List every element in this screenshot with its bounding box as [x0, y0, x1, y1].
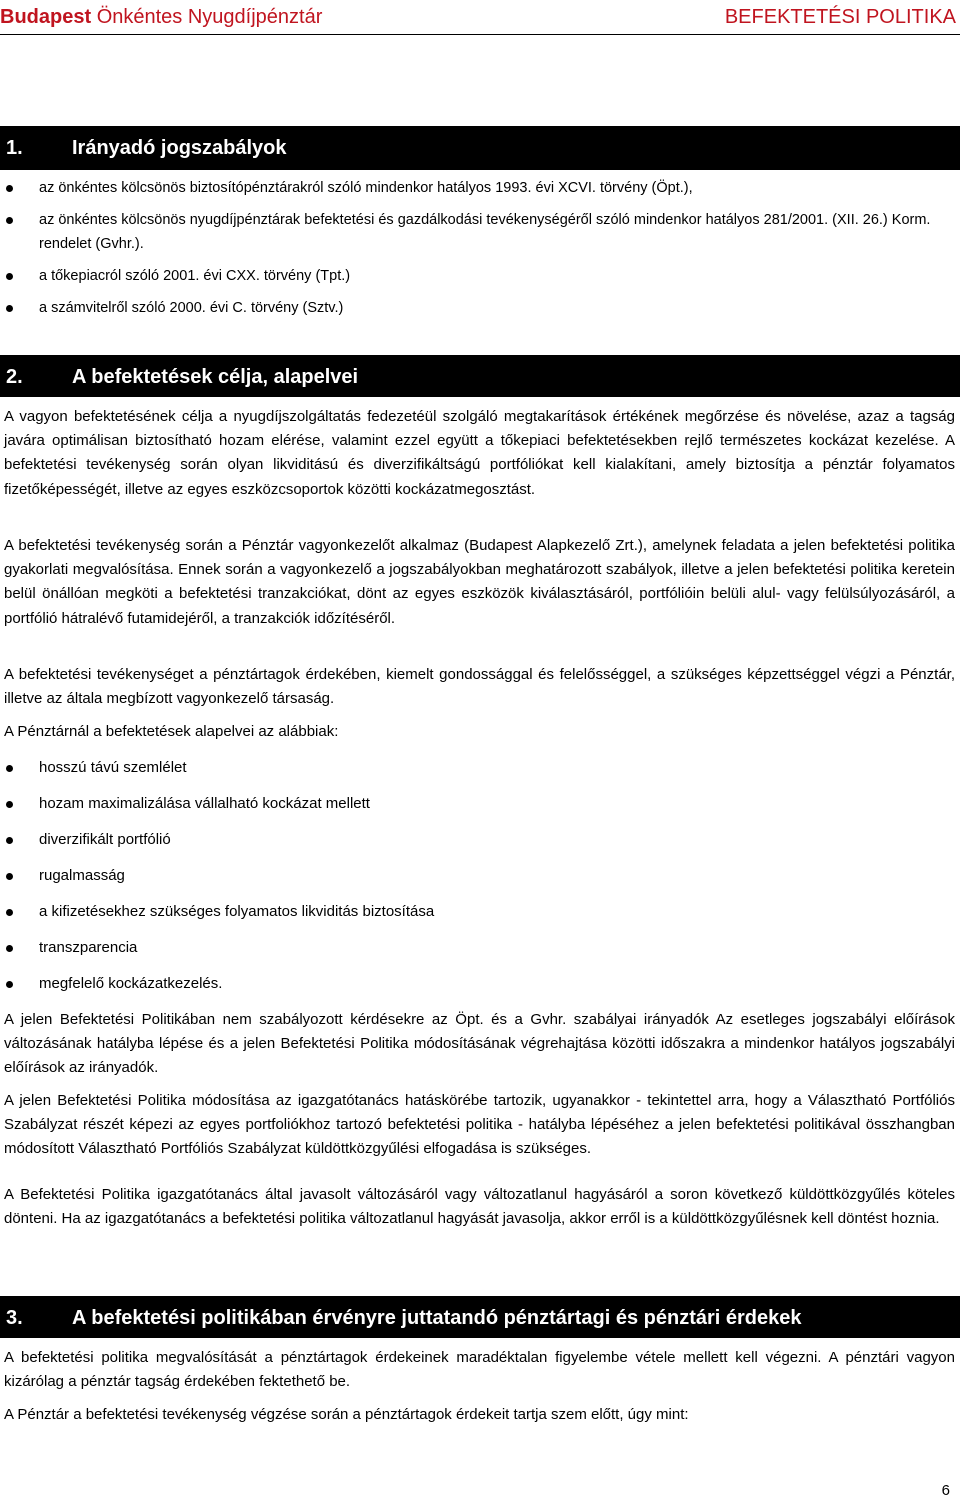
section-1-heading — [0, 126, 960, 170]
page-number: 6 — [941, 1482, 950, 1499]
header-brand: Budapest — [0, 6, 92, 28]
list-item — [0, 296, 960, 320]
list-item — [0, 900, 960, 936]
list-item-text: az önkéntes kölcsönös nyugdíjpénztárak befektetési és gazdálkodási tevékenységéről szóló mindenkor hatályos 281/2001. (XII. 26.) Korm. rendelet (Gvhr.). — [39, 212, 931, 252]
header-document-title: BEFEKTETÉSI POLITIKA — [724, 6, 956, 28]
list-item-text: a kifizetésekhez szükséges folyamatos likviditás biztosítása — [39, 903, 435, 920]
list-item — [0, 176, 960, 200]
list-item-text: az önkéntes kölcsönös biztosítópénztárakról szóló mindenkor hatályos 1993. évi XCVI. törvény (Öpt.), — [39, 180, 693, 196]
section-1-number: 1. — [6, 137, 23, 159]
bullet-icon — [6, 981, 13, 988]
bullet-icon — [6, 273, 13, 280]
bullet-icon — [6, 765, 13, 772]
list-item — [0, 756, 960, 792]
section-3-heading — [0, 1296, 960, 1338]
bullet-icon — [6, 801, 13, 808]
list-item — [0, 264, 960, 288]
list-item-text: megfelelő kockázatkezelés. — [39, 975, 223, 992]
header-fund-name — [0, 6, 322, 29]
list-item — [0, 936, 960, 972]
list-item-text: hozam maximalizálása vállalható kockázat mellett — [39, 795, 370, 812]
list-item-text: hosszú távú szemlélet — [39, 759, 187, 776]
section-2-title: A befektetések célja, alapelvei — [72, 366, 359, 388]
paragraph: A befektetési politika megvalósítását a pénztártagok érdekeinek maradéktalan figyelembe vétele mellett kell végezni. A pénztári vagyon kizárólag a pénztár tagság érdekében fektethető be. — [4, 1349, 955, 1391]
list-item-text: rugalmasság — [39, 867, 125, 884]
paragraph: A Befektetési Politika igazgatótanács által javasolt változásáról vagy változatlanul hagyásáról a soron következő küldöttközgyűlés köteles dönteni. Ha az igazgatótanács a befektetési politika változatlanul hagyását javasolja, akkor erről is a küldöttközgyűlésnek kell döntést hoznia. — [4, 1186, 955, 1228]
section-3-number: 3. — [6, 1307, 23, 1329]
section-1-title: Irányadó jogszabályok — [72, 137, 287, 159]
list-item — [0, 792, 960, 828]
paragraph: A vagyon befektetésének célja a nyugdíjszolgáltatás fedezetéül szolgáló megtakarítások értékének megőrzése és növelése, azaz a tagság javára optimálisan biztosítható hozam elérése, valamint ezzel együtt a tőkepiaci befektetésekben rejlő természetes kockázat kezelése. A befektetési tevékenység során olyan likviditású és diverzifikáltságú portfóliókat kell kialakítani, amely biztosítja a pénztár folyamatos fizetőképességét, illetve az egyes eszközcsoportok közötti kockázatmegosztást. — [4, 408, 955, 498]
list-item-text: transzparencia — [39, 939, 138, 956]
principles-list — [0, 756, 960, 1008]
bullet-icon — [6, 873, 13, 880]
paragraph: A jelen Befektetési Politika módosítása az igazgatótanács hatáskörébe tartozik, ugyanakkor - tekintettel arra, hogy a Választható Portfóliós Szabályzat részét képezi az egyes portfoliókhoz tartozó befektetési politika - hatályba lépéséhez a jelen befektetési politikával összhangban módosított Választható Portfóliós Szabályzat küldöttközgyűlési elfogadása is szükséges. — [4, 1092, 955, 1158]
bullet-icon — [6, 909, 13, 916]
paragraph: A jelen Befektetési Politikában nem szabályozott kérdésekre az Öpt. és a Gvhr. szabályai irányadók Az esetleges jogszabályi előírások változásának hatályba lépése és a jelen Befektetési Politika módosításának végrehajtása közötti időszakra a mindenkor hatályos jogszabályi előírások az irányadók. — [4, 1011, 955, 1077]
list-item — [0, 208, 960, 256]
paragraph: A Pénztárnál a befektetések alapelvei az alábbiak: — [4, 723, 339, 740]
legislation-list — [0, 176, 960, 328]
bullet-icon — [6, 945, 13, 952]
bullet-icon — [6, 185, 13, 192]
bullet-icon — [6, 217, 13, 224]
paragraph: A befektetési tevékenységet a pénztártagok érdekében, kiemelt gondossággal és felelősséggel, a szükséges képzettséggel végzi a Pénztár, illetve az általa megbízott vagyonkezelő társaság. — [4, 666, 955, 708]
list-item — [0, 864, 960, 900]
paragraph: A Pénztár a befektetési tevékenység végzése során a pénztártagok érdekeit tartja szem előtt, úgy mint: — [4, 1406, 689, 1423]
bullet-icon — [6, 305, 13, 312]
section-2-number: 2. — [6, 366, 23, 388]
list-item — [0, 828, 960, 864]
paragraph: A befektetési tevékenység során a Pénztár vagyonkezelőt alkalmaz (Budapest Alapkezelő Zrt.), amelynek feladata a jelen befektetési politika gyakorlati megvalósítása. Ennek során a vagyonkezelő a jogszabályokban meghatározott szabályok, illetve a jelen befektetési politika keretein belül önállóan megköti a befektetési tranzakciókat, dönt az egyes eszközök kiválasztásáról, portfólióin belüli alul- vagy felülsúlyozásáról, a portfólió hátralévő futamidejéről, a tranzakciók időzítéséről. — [4, 537, 955, 627]
header-fund-type: Önkéntes Nyugdíjpénztár — [96, 6, 323, 28]
list-item-text: diverzifikált portfólió — [39, 831, 171, 848]
list-item-text: a tőkepiacról szóló 2001. évi CXX. törvény (Tpt.) — [39, 268, 351, 284]
section-3-title: A befektetési politikában érvényre juttatandó pénztártagi és pénztári érdekek — [72, 1307, 802, 1329]
list-item-text: a számvitelről szóló 2000. évi C. törvény (Sztv.) — [39, 300, 344, 316]
page-header — [0, 0, 960, 35]
list-item — [0, 972, 960, 1008]
section-2-heading — [0, 355, 960, 397]
bullet-icon — [6, 837, 13, 844]
